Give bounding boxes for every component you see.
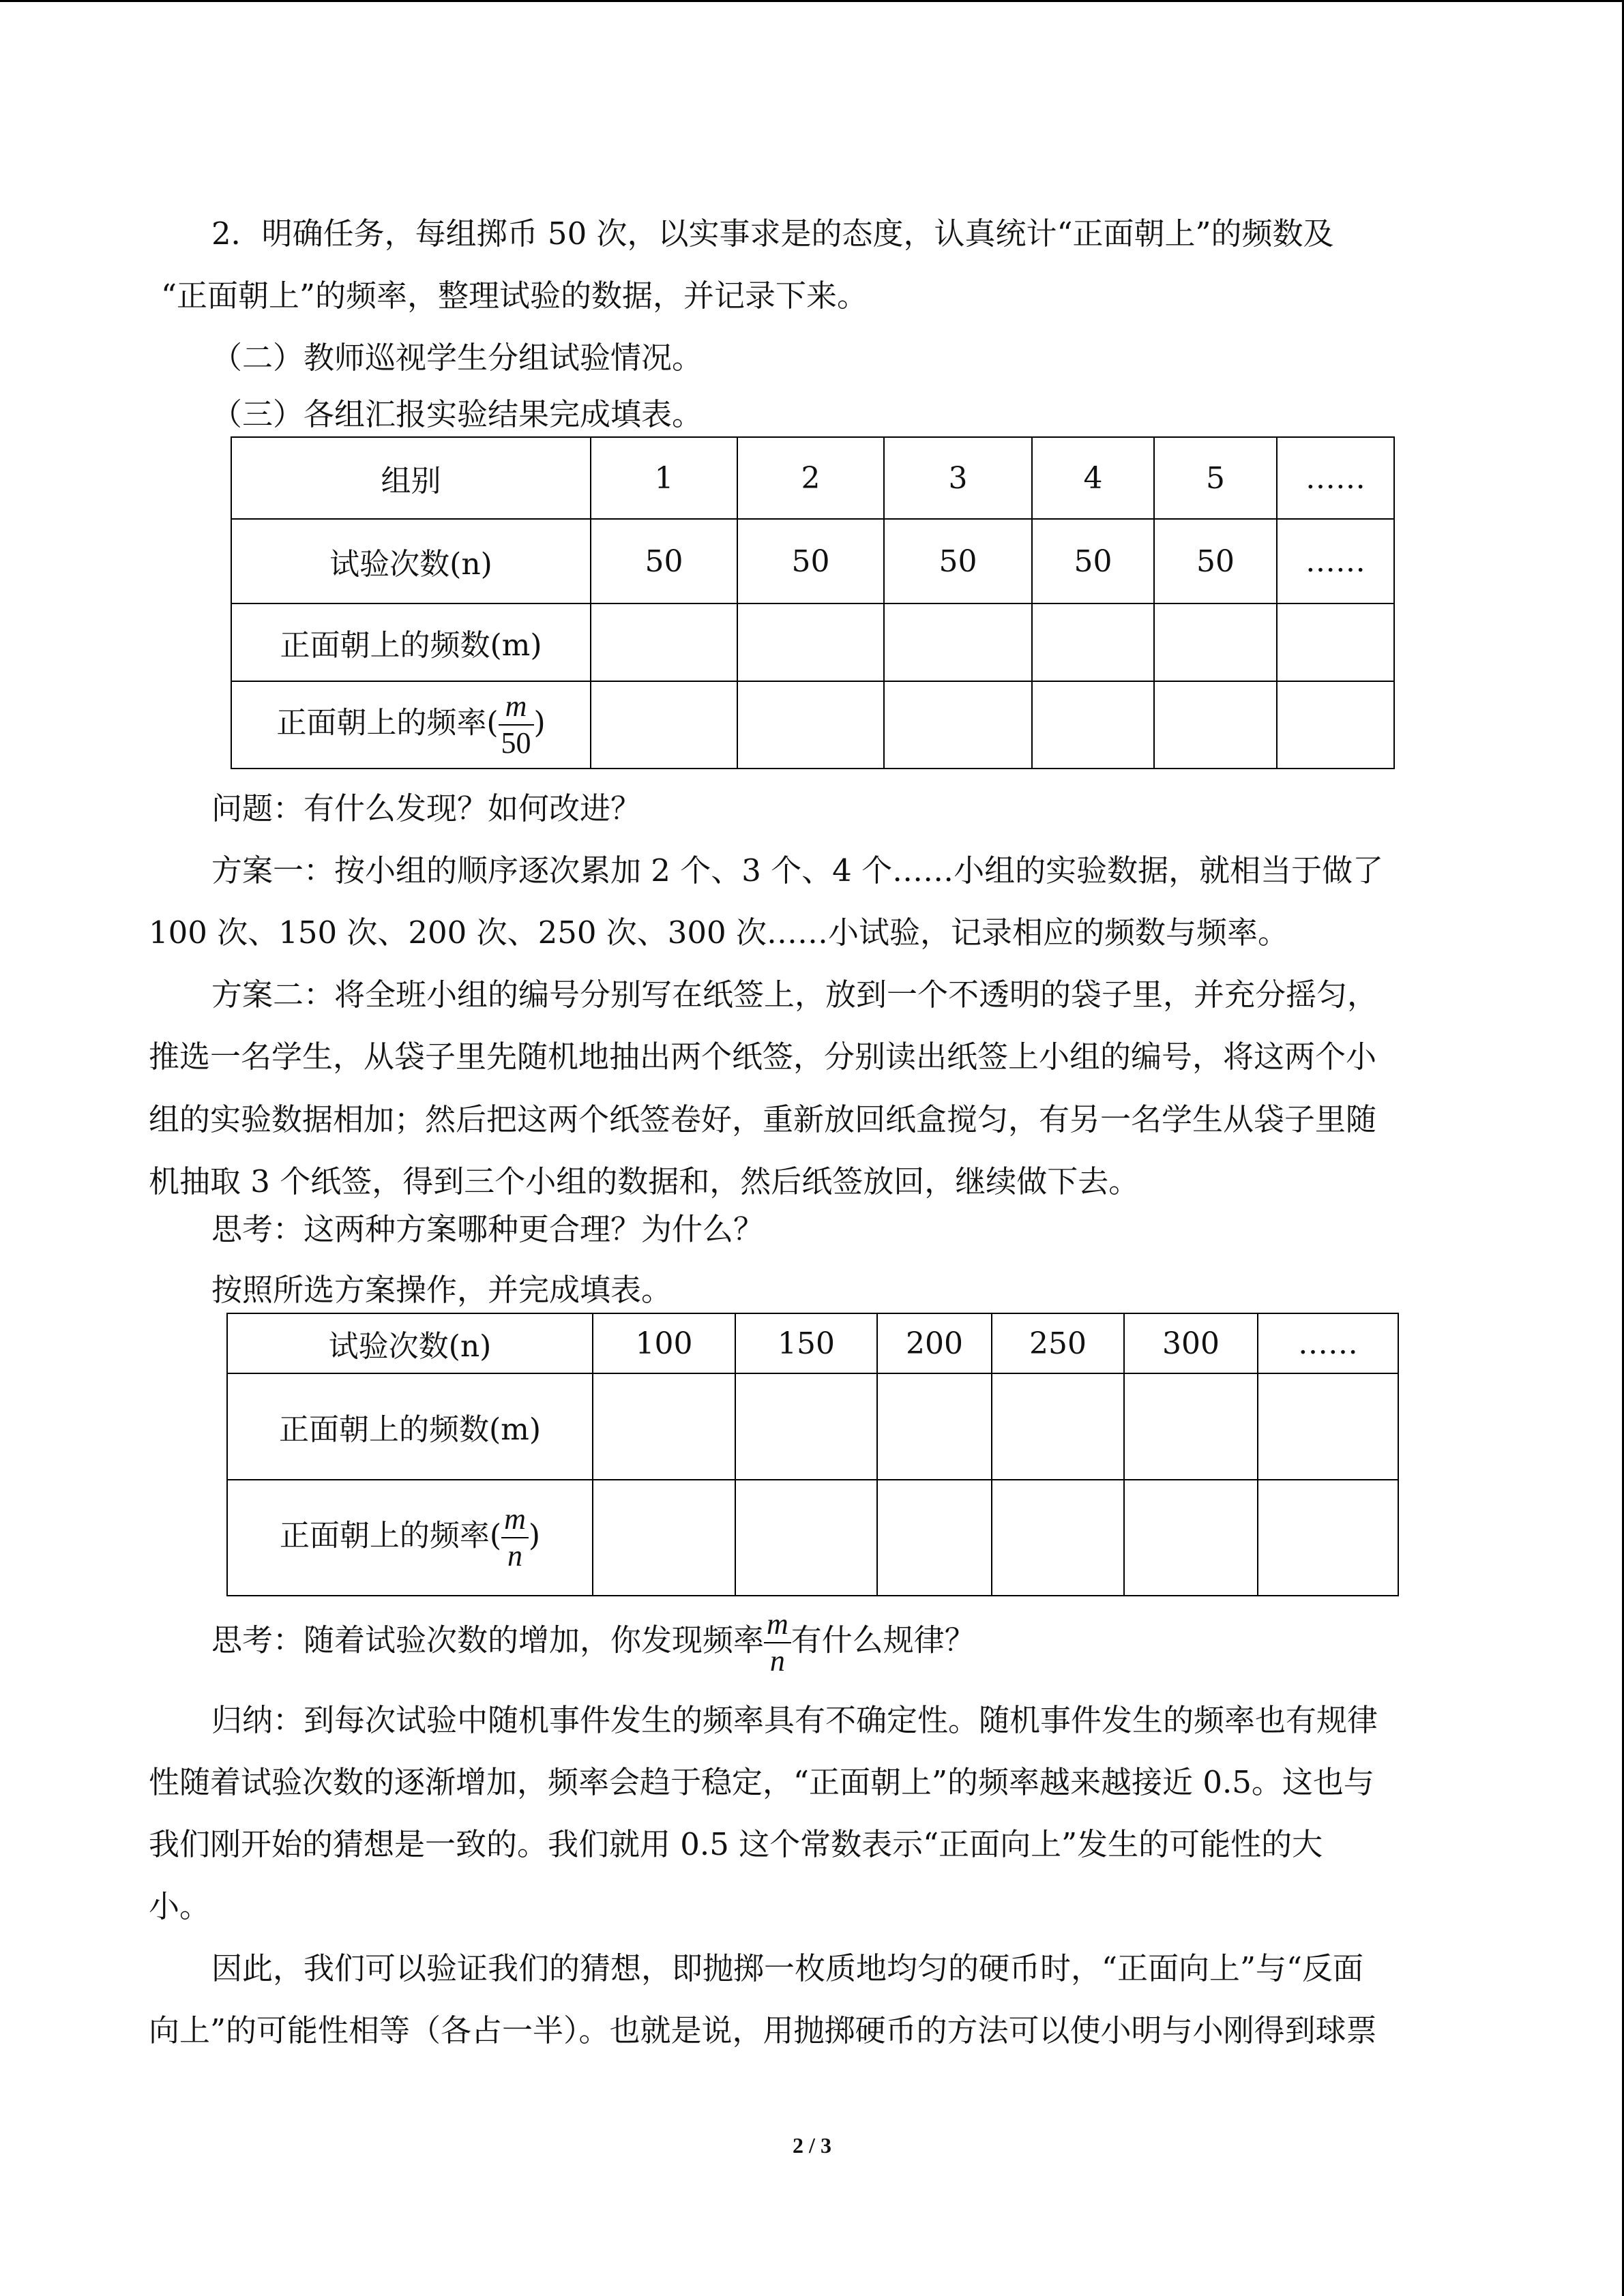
para-plan2-line2: 推选一名学生，从袋子里先随机地抽出两个纸签，分别读出纸签上小组的编号，将这两个小 [149, 1039, 1377, 1075]
para-question: 问题：有什么发现？如何改进？ [211, 790, 642, 826]
para-report: （三）各组汇报实验结果完成填表。 [211, 396, 703, 432]
fraction-m-over-50 [499, 691, 534, 758]
fraction-m-over-n [501, 1504, 529, 1571]
para-think1: 思考：这两种方案哪种更合理？为什么？ [211, 1211, 765, 1247]
empty-cell [593, 1373, 735, 1480]
header-group-label: 组别 [231, 437, 591, 519]
empty-cell [1154, 681, 1277, 769]
think2-prefix: 思考：随着试验次数的增加，你发现频率 [211, 1622, 765, 1658]
trials-label: 试验次数(n) [227, 1313, 593, 1373]
para-think2 [211, 1609, 975, 1676]
empty-cell [735, 1373, 877, 1480]
fraction-denominator: 50 [501, 726, 531, 760]
empty-cell [735, 1480, 877, 1596]
empty-cell [992, 1373, 1124, 1480]
para-task-line2: “正面朝上”的频率，整理试验的数据，并记录下来。 [161, 278, 868, 314]
trials-value: 50 [1154, 519, 1277, 603]
trials-value: 50 [737, 519, 884, 603]
top-border [0, 0, 1624, 2]
table-row [227, 1313, 1398, 1373]
group-number: 4 [1032, 437, 1154, 519]
trials-value: …… [1258, 1313, 1398, 1373]
rate-label-prefix: 正面朝上的频率( [276, 705, 499, 741]
trials-value: 200 [877, 1313, 992, 1373]
empty-cell [1277, 681, 1394, 769]
group-number: …… [1277, 437, 1394, 519]
fraction-m-over-n [764, 1609, 791, 1676]
think2-suffix: 有什么规律？ [791, 1622, 975, 1658]
empty-cell [1277, 603, 1394, 681]
group-number: 1 [591, 437, 737, 519]
para-plan2-line1: 方案二：将全班小组的编号分别写在纸签上，放到一个不透明的袋子里，并充分摇匀， [211, 976, 1378, 1013]
rate-label-suffix: ) [533, 705, 546, 741]
group-number: 2 [737, 437, 884, 519]
para-operate: 按照所选方案操作，并完成填表。 [211, 1272, 673, 1308]
page-number: 2 / 3 [793, 2133, 831, 2158]
empty-cell [1032, 681, 1154, 769]
empty-cell [877, 1373, 992, 1480]
rate-label-prefix: 正面朝上的频率( [279, 1518, 502, 1553]
trials-value: 150 [735, 1313, 877, 1373]
frequency-count-label: 正面朝上的频数(m) [227, 1373, 593, 1480]
trials-value: 50 [1032, 519, 1154, 603]
empty-cell [593, 1480, 735, 1596]
trials-label: 试验次数(n) [231, 519, 591, 603]
empty-cell [1124, 1480, 1258, 1596]
frequency-count-label: 正面朝上的频数(m) [231, 603, 591, 681]
fraction-numerator: m [501, 1504, 529, 1538]
empty-cell [1258, 1480, 1398, 1596]
trials-value: …… [1277, 519, 1394, 603]
para-task-line1: 2．明确任务，每组掷币 50 次，以实事求是的态度，认真统计“正面朝上”的频数及 [211, 215, 1334, 252]
group-number: 3 [884, 437, 1032, 519]
cumulative-results-table [226, 1313, 1399, 1596]
table-row [231, 437, 1394, 519]
para-summary-line1: 归纳：到每次试验中随机事件发生的频率具有不确定性。随机事件发生的频率也有规律 [211, 1702, 1378, 1738]
trials-value: 250 [992, 1313, 1124, 1373]
empty-cell [1124, 1373, 1258, 1480]
rate-label-suffix: ) [528, 1518, 541, 1553]
empty-cell [591, 681, 737, 769]
para-plan1-line1: 方案一：按小组的顺序逐次累加 2 个、3 个、4 个……小组的实验数据，就相当于做了 [211, 852, 1384, 889]
para-conclusion-line2: 向上”的可能性相等（各占一半）。也就是说，用抛掷硬币的方法可以使小明与小刚得到球票 [149, 2012, 1377, 2048]
para-plan1-line2: 100 次、150 次、200 次、250 次、300 次……小试验，记录相应的频数与频率。 [149, 914, 1288, 951]
table-row [231, 603, 1394, 681]
empty-cell [591, 603, 737, 681]
fraction-denominator: n [507, 1539, 522, 1572]
frequency-rate-label [231, 681, 591, 769]
para-summary-line4: 小。 [149, 1888, 211, 1924]
group-number: 5 [1154, 437, 1277, 519]
table-row [231, 519, 1394, 603]
para-plan2-line4: 机抽取 3 个纸签，得到三个小组的数据和，然后纸签放回，继续做下去。 [149, 1163, 1140, 1199]
empty-cell [1154, 603, 1277, 681]
fraction-numerator: m [764, 1609, 791, 1643]
para-plan2-line3: 组的实验数据相加；然后把这两个纸签卷好，重新放回纸盒搅匀，有另一名学生从袋子里随 [149, 1101, 1377, 1137]
empty-cell [884, 681, 1032, 769]
group-results-table [231, 436, 1395, 769]
table-row [227, 1480, 1398, 1596]
fraction-numerator: m [499, 691, 534, 726]
trials-value: 300 [1124, 1313, 1258, 1373]
para-summary-line3: 我们刚开始的猜想是一致的。我们就用 0.5 这个常数表示“正面向上”发生的可能性的大 [149, 1826, 1323, 1862]
trials-value: 100 [593, 1313, 735, 1373]
frequency-rate-label [227, 1480, 593, 1596]
empty-cell [877, 1480, 992, 1596]
empty-cell [737, 681, 884, 769]
trials-value: 50 [884, 519, 1032, 603]
empty-cell [884, 603, 1032, 681]
empty-cell [992, 1480, 1124, 1596]
para-summary-line2: 性随着试验次数的逐渐增加，频率会趋于稳定，“正面朝上”的频率越来越接近 0.5。这也与 [149, 1764, 1374, 1800]
table-row [227, 1373, 1398, 1480]
trials-value: 50 [591, 519, 737, 603]
table-row [231, 681, 1394, 769]
empty-cell [1258, 1373, 1398, 1480]
para-conclusion-line1: 因此，我们可以验证我们的猜想，即抛掷一枚质地均匀的硬币时，“正面向上”与“反面 [211, 1950, 1364, 1986]
empty-cell [1032, 603, 1154, 681]
empty-cell [737, 603, 884, 681]
para-teacher: （二）教师巡视学生分组试验情况。 [211, 340, 703, 376]
fraction-denominator: n [769, 1644, 785, 1678]
